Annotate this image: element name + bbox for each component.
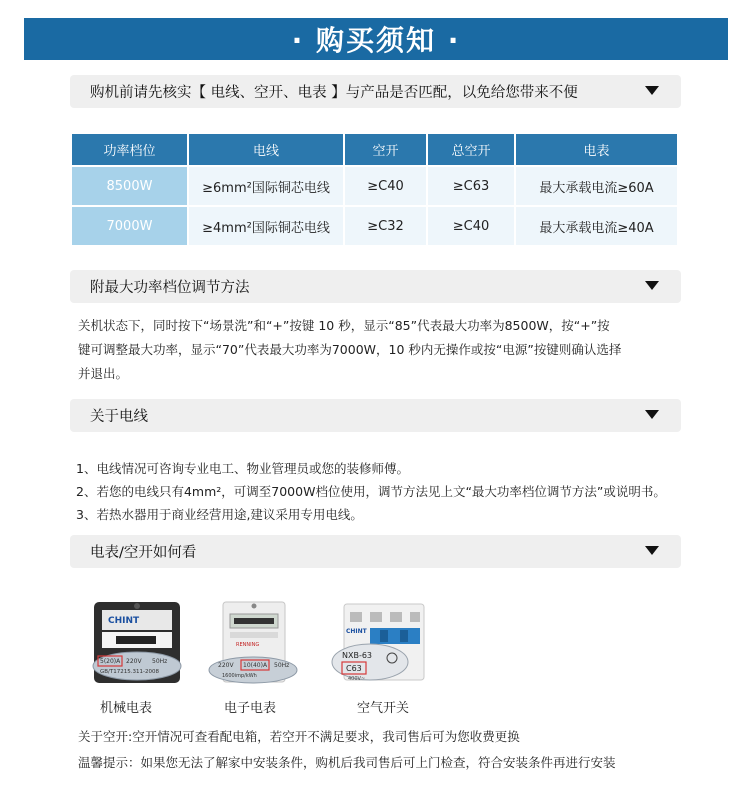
banner-title: · 购买须知 ·	[291, 24, 461, 57]
dropdown-arrow-icon[interactable]	[645, 410, 659, 419]
breaker-model: NXB-63	[342, 651, 373, 660]
section-title: 附最大功率档位调节方法	[90, 280, 250, 296]
install-tip: 温馨提示：如果您无法了解家中安装条件，购机后我司售后可上门检查，符合安装条件再进行安装	[78, 755, 616, 770]
air-switch-image	[330, 600, 430, 689]
cell-breaker: ≥C40	[344, 166, 427, 206]
meter-standard: GB/T17215.311-2008	[100, 669, 159, 675]
page-banner	[24, 18, 728, 60]
paragraph-line: 并退出。	[78, 366, 129, 381]
dropdown-arrow-icon[interactable]	[645, 86, 659, 95]
cell-wire: ≥6mm²国际铜芯电线	[188, 166, 344, 206]
breaker-note: 关于空开:空开情况可查看配电箱，若空开不满足要求，我司售后可为您收费更换	[78, 729, 520, 744]
list-item: 1、电线情况可咨询专业电工、物业管理员或您的装修师傅。	[76, 461, 409, 476]
cell-meter: 最大承载电流≥40A	[515, 206, 678, 246]
electronic-meter-label: 电子电表	[224, 701, 277, 716]
cell-meter: 最大承载电流≥60A	[515, 166, 678, 206]
meter-brand: CHINT	[108, 616, 140, 626]
section-meter-breaker[interactable]	[70, 535, 681, 568]
list-item: 3、若热水器用于商业经营用途,建议采用专用电线。	[76, 507, 363, 522]
meter-voltage: 220V	[218, 662, 234, 669]
breaker-voltage: 400V~	[348, 676, 366, 682]
list-item: 2、若您的电线只有4mm²，可调至7000W档位使用，调节方法见上文“最大功率档位调节方法”或说明书。	[76, 484, 666, 499]
cell-main-breaker: ≥C40	[427, 206, 515, 246]
header-main-breaker: 总空开	[427, 134, 515, 166]
cell-breaker: ≥C32	[344, 206, 427, 246]
air-switch-label: 空气开关	[357, 701, 410, 716]
meter-frequency: 50Hz	[274, 662, 290, 669]
header-meter: 电表	[515, 134, 678, 166]
meter-current-spec: 5(20)A	[100, 658, 121, 665]
dropdown-arrow-icon[interactable]	[645, 546, 659, 555]
paragraph-line: 键可调整最大功率，显示“70”代表最大功率为7000W，10 秒内无操作或按“电源”按键则确认选择	[78, 342, 622, 357]
meter-frequency: 50Hz	[152, 658, 168, 665]
cell-power: 8500W	[72, 166, 188, 206]
table-row	[72, 166, 678, 206]
cell-main-breaker: ≥C63	[427, 166, 515, 206]
section-title: 关于电线	[90, 409, 148, 425]
meter-constant: 1600imp/kWh	[222, 673, 257, 679]
section-power-method[interactable]	[70, 270, 681, 303]
section-title: 电表/空开如何看	[90, 545, 197, 561]
header-power-level: 功率档位	[72, 134, 188, 166]
breaker-brand: CHINT	[346, 628, 367, 635]
cell-wire: ≥4mm²国际铜芯电线	[188, 206, 344, 246]
header-breaker: 空开	[344, 134, 427, 166]
section-wiring[interactable]	[70, 399, 681, 432]
header-wire: 电线	[188, 134, 344, 166]
cell-power: 7000W	[72, 206, 188, 246]
paragraph-line: 关机状态下，同时按下“场景洗”和“+”按键 10 秒，显示“85”代表最大功率为8500W，按“+”按	[78, 318, 610, 333]
mechanical-meter-image	[92, 600, 182, 689]
dropdown-arrow-icon[interactable]	[645, 281, 659, 290]
power-method-text	[78, 314, 678, 386]
meter-brand: RENNING	[236, 642, 260, 648]
section-check-compatibility[interactable]	[70, 75, 681, 108]
mechanical-meter-label: 机械电表	[100, 701, 153, 716]
section-title: 购机前请先核实【 电线、空开、电表 】与产品是否匹配，以免给您带来不便	[90, 85, 578, 101]
table-header-row	[72, 134, 678, 166]
table-row	[72, 206, 678, 246]
compatibility-table	[72, 134, 679, 247]
meter-current-spec: 10(40)A	[243, 662, 268, 669]
electronic-meter-image	[208, 600, 298, 689]
meter-voltage: 220V	[126, 658, 142, 665]
breaker-rating: C63	[346, 664, 362, 673]
